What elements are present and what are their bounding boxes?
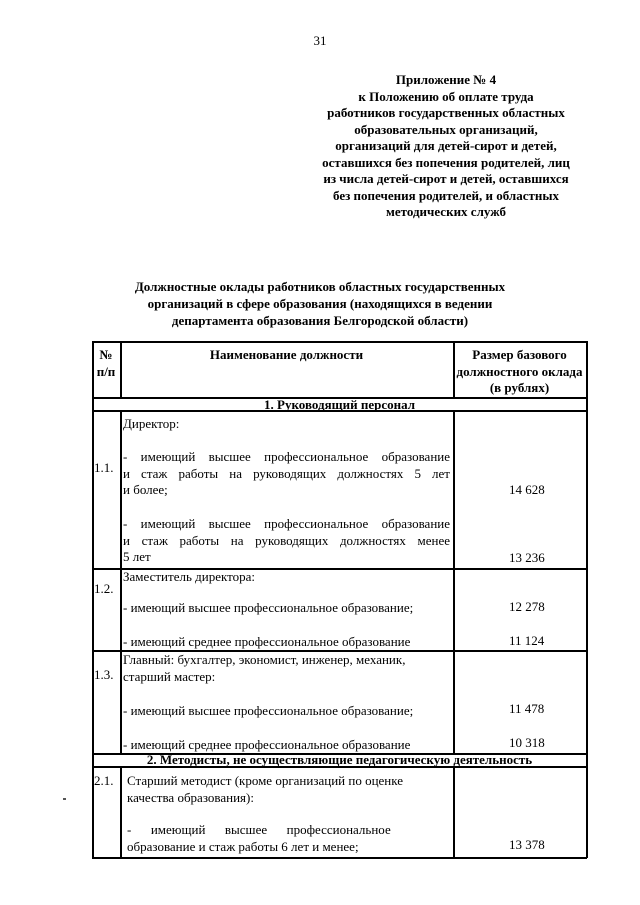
- appendix-line: образовательных организаций,: [354, 121, 538, 137]
- appendix-line: без попечения родителей, и областных: [332, 187, 559, 203]
- table-border: [453, 410, 455, 754]
- appendix-line: методических служб: [386, 204, 506, 219]
- position-condition: [127, 822, 391, 855]
- table-border: [92, 341, 587, 343]
- position-condition: - имеющий среднее профессиональное образование: [123, 634, 411, 649]
- heading-line: Старший методист (кроме организаций по оценке: [127, 773, 404, 788]
- condition-line: - имеющий высшее профессиональное: [127, 822, 391, 837]
- condition-line: - имеющий высшее профессиональное образование: [123, 516, 450, 531]
- condition-line: и более;: [123, 482, 168, 497]
- salary-value: 13 378: [509, 837, 545, 852]
- appendix-header: [296, 72, 596, 221]
- condition-line: - имеющий высшее профессиональное образование: [123, 449, 450, 464]
- heading-line: качества образования):: [127, 789, 254, 805]
- header-num-line: №: [99, 347, 113, 362]
- appendix-line: к Положению об оплате труда: [358, 88, 534, 104]
- table-border: [120, 766, 122, 858]
- appendix-line: оставшихся без попечения родителей, лиц: [322, 154, 570, 170]
- row-number: 2.1.: [94, 773, 114, 788]
- position-heading: [127, 773, 403, 806]
- title-line: организаций в сфере образования (находящихся в ведении: [147, 296, 493, 311]
- header-salary-line: (в рублях): [489, 380, 550, 395]
- table-border: [453, 766, 455, 858]
- condition-line: 5 лет: [123, 549, 151, 564]
- heading-line: старший мастер:: [123, 668, 216, 684]
- position-heading: Директор:: [123, 416, 180, 431]
- condition-line: и стаж работы на руководящих должностях 5 лет: [123, 465, 450, 481]
- table-border: [586, 341, 588, 858]
- document-title: [120, 278, 520, 329]
- position-condition: - имеющий высшее профессиональное образование;: [123, 703, 414, 718]
- section-header: 1. Руководящий персонал: [264, 397, 415, 412]
- salary-value: 11 124: [509, 633, 545, 648]
- appendix-line: из числа детей-сирот и детей, оставшихся: [323, 171, 569, 186]
- position-condition: - имеющий среднее профессиональное образование: [123, 737, 411, 752]
- salary-value: 10 318: [509, 735, 545, 750]
- appendix-line: организаций для детей-сирот и детей,: [335, 138, 557, 153]
- condition-line: и стаж работы на руководящих должностях менее: [123, 532, 450, 548]
- position-condition: - имеющий высшее профессиональное образование;: [123, 600, 414, 615]
- table-border: [120, 410, 122, 754]
- salary-value: 12 278: [509, 599, 545, 614]
- salary-value: 11 478: [509, 701, 545, 716]
- header-name: Наименование должности: [209, 347, 364, 362]
- salary-value: 13 236: [509, 550, 545, 565]
- position-condition: [123, 516, 450, 566]
- row-number: 1.1.: [94, 460, 114, 475]
- page-number: 31: [313, 33, 327, 48]
- header-salary-line: Размер базового: [472, 347, 567, 362]
- section-header: 2. Методисты, не осуществляющие педагогическую деятельность: [146, 752, 533, 767]
- position-condition: [123, 449, 450, 499]
- title-line: департамента образования Белгородской области): [171, 313, 469, 328]
- appendix-line: работников государственных областных: [327, 105, 565, 120]
- position-heading: [123, 652, 405, 685]
- position-heading: Заместитель директора:: [123, 569, 256, 584]
- header-salary: [453, 347, 586, 397]
- title-line: Должностные оклады работников областных государственных: [134, 279, 506, 294]
- scan-mark: [63, 798, 66, 800]
- heading-line: Главный: бухгалтер, экономист, инженер, механик,: [123, 652, 406, 667]
- table-border: [92, 857, 587, 859]
- row-number: 1.2.: [94, 581, 114, 596]
- header-salary-line: должностного оклада: [456, 363, 583, 379]
- row-number: 1.3.: [94, 667, 114, 682]
- salary-value: 14 628: [509, 482, 545, 497]
- condition-line: образование и стаж работы 6 лет и менее;: [127, 838, 359, 854]
- appendix-line: Приложение № 4: [395, 72, 497, 87]
- header-num: [92, 347, 120, 380]
- header-num-line: п/п: [96, 363, 116, 379]
